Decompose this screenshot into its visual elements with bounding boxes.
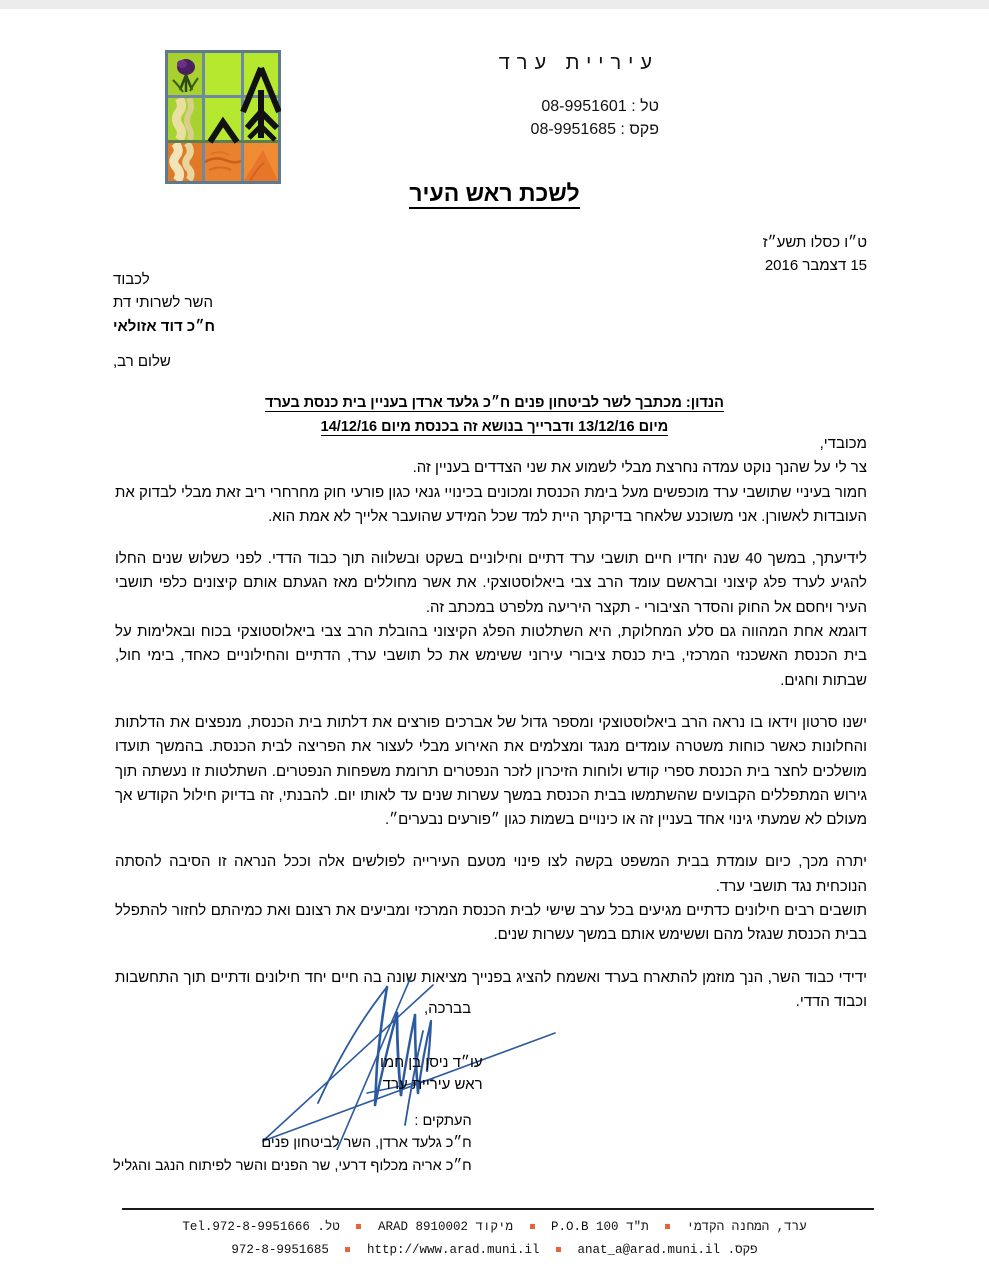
footer-tel-value: Tel.972-8-9951666 (182, 1220, 310, 1234)
footer-row-address (0, 1216, 989, 1239)
separator-icon (345, 1247, 350, 1252)
addressee-block (113, 268, 215, 338)
closing-regards: בברכה, (424, 1000, 472, 1017)
body-paragraph-3: לידיעתך, במשך 40 שנה יחדיו חיים תושבי ערד דתיים וחילוניים בשקט ובשלווה תוך כבוד הדדי. לפני כשלוש שנים החלו להגיע לערד פלג קיצוני ובראשם עומד הרב צבי ביאלוסטוצקי. את אשר מחוללים מאז הגעתם אותם קיצונים כלפי תושבי העיר ויחסם אל החוק והסדר הציבורי - תקצר היריעה מלפרט במכתב זה. (115, 550, 867, 616)
copies-item-2: ח״כ אריה מכלוף דרעי, שר הפנים והשר לפיתוח הנגב והגליל (113, 1157, 472, 1174)
footer-fax-value: 972-8-9951685 (231, 1243, 329, 1258)
copies-block (113, 1110, 472, 1177)
separator-icon (356, 1224, 361, 1229)
fax-label: פקס : (620, 121, 659, 139)
footer-address: ערד, המחנה הקדמי (686, 1220, 807, 1234)
body-paragraph-2: חמור בעיניי שתושבי ערד מוכפשים מעל בימת הכנסת ומכונים בכינויי גנאי כגון פורעי חוק מחרחרי ריב זאת מבלי לבדוק את העובדות לאשורן. אני משוכנע שלאחר בדיקתך היית למד שכל המידע שהועבר אלייך לא אמת הוא. (115, 483, 867, 525)
page-title (0, 180, 989, 207)
footer-email-link[interactable]: anat_a@arad.muni.il (577, 1243, 721, 1258)
footer-tel-label: טל. (317, 1220, 340, 1234)
addressee-line-3: ח״כ דוד אזולאי (113, 317, 216, 335)
signer-block (380, 1052, 483, 1096)
separator-icon (665, 1224, 670, 1229)
greeting: שלום רב, (113, 353, 171, 370)
subject-line-1: הנדון: מכתבך לשר לביטחון פנים ח״כ גלעד ארדן בעניין בית כנסת בערד (265, 395, 724, 411)
footer-divider (122, 1208, 874, 1210)
letterhead (499, 52, 659, 141)
footer-zip-label: מיקוד (475, 1220, 513, 1234)
signer-position: ראש עיריית ערד (382, 1075, 483, 1093)
footer-pob-label: ת"ד (626, 1220, 649, 1234)
gregorian-date: 15 דצמבר 2016 (764, 256, 867, 274)
subject-line-2: מיום 13/12/16 ודברייך בנושא זה בכנסת מיום 14/12/16 (320, 418, 669, 435)
letter-body (115, 432, 867, 1014)
phone-line (499, 95, 659, 118)
addressee-line-2: השר לשרותי דת (113, 294, 213, 312)
fax-line (499, 118, 659, 141)
separator-icon (556, 1247, 561, 1252)
footer-pob-value: P.O.B 100 (551, 1220, 619, 1234)
footer-fax-label: פקס. (727, 1243, 758, 1258)
date-block (763, 232, 867, 277)
body-paragraph-7: תושבים רבים חילונים כדתיים מגיעים בכל ערב שישי לבית הכנסת המרכזי ומביעים את רצונם ואת כמיהתם לחזור להתפלל בבית הכנסת שנגזל מהם וששימש אותם במשך עשרות שנים. (115, 902, 867, 944)
separator-icon (530, 1224, 535, 1229)
page-footer (0, 1216, 989, 1262)
copies-label: העתקים : (414, 1113, 472, 1129)
phone-value: 08-9951601 (541, 98, 627, 115)
organization-name: עיריית ערד (498, 52, 659, 74)
phone-label: טל : (631, 98, 659, 115)
fax-value: 08-9951685 (530, 121, 616, 139)
signer-name: עו״ד ניסן בן חמו (380, 1054, 483, 1071)
arad-municipality-logo-icon (165, 50, 281, 184)
body-paragraph-8: ידידי כבוד השר, הנך מוזמן להתארח בערד ואשמח להציג בפנייך מציאות שונה בה חיים יחד חילונים ודתיים תוך התחשבות וכבוד הדדי. (115, 968, 867, 1010)
top-edge-strip (0, 0, 989, 9)
body-paragraph-1: צר לי על שהנך נוקט עמדה נחרצת מבלי לשמוע את שני הצדדים בעניין זה. (412, 459, 867, 477)
body-paragraph-5: ישנו סרטון וידאו בו נראה הרב ביאלוסטוצקי ומספר גדול של אברכים פורצים את דלתות בית הכנסת, מנפצים את הדלתות והחלונות כאשר כוחות משטרה עומדים מנגד ומצלמים את האירוע מבלי לעצור את הפריצה לבית הכנסת. בהמשך תועדו מושלכים לחצר בית הכנסת ספרי קודש ולוחות הזיכרון לזכר הנפטרים תרומת משפחות הנפטרים. השתלטות זו נעשתה תוך גירוש המתפללים הקבועים שהשתמשו בבית הכנסת במשך עשרות שנים עד לאותו יום. להבנתי, זה בדיוק חילול הקודש אך מעולם לא שמעתי גינוי אחד בעניין זה או כינויים בשמות כגון ״פורעים נבערים״. (115, 713, 867, 829)
footer-row-contact (0, 1239, 989, 1262)
footer-website-link[interactable]: http://www.arad.muni.il (366, 1243, 540, 1258)
page-title-text: לשכת ראש העיר (409, 180, 579, 209)
body-salutation: מכובדי, (819, 435, 867, 452)
copies-item-1: ח״כ גלעד ארדן, השר לביטחון פנים (261, 1135, 472, 1152)
footer-zip-value: ARAD 8910002 (377, 1220, 468, 1234)
addressee-line-1: לכבוד (113, 271, 150, 288)
body-paragraph-6: יתרה מכך, כיום עומדת בבית המשפט בקשה לצו פינוי מטעם העירייה לפולשים אלה וככל הנראה זו הסיבה להסתה הנוכחית נגד תושבי ערד. (115, 853, 867, 895)
body-paragraph-4: דוגמא אחת המהווה גם סלע המחלוקת, היא השתלטות הפלג הקיצוני בהובלת הרב צבי ביאלוסטוצקי בכוח ובאלימות על בית הכנסת האשכנזי המרכזי, בית כנסת ציבורי עירוני ששימש את כל תושבי ערד, הדתיים והחילוניים כאחד, בימי חול, שבתות וחגים. (115, 623, 867, 689)
hebrew-date: ט״ו כסלו תשע״ז (762, 234, 867, 251)
